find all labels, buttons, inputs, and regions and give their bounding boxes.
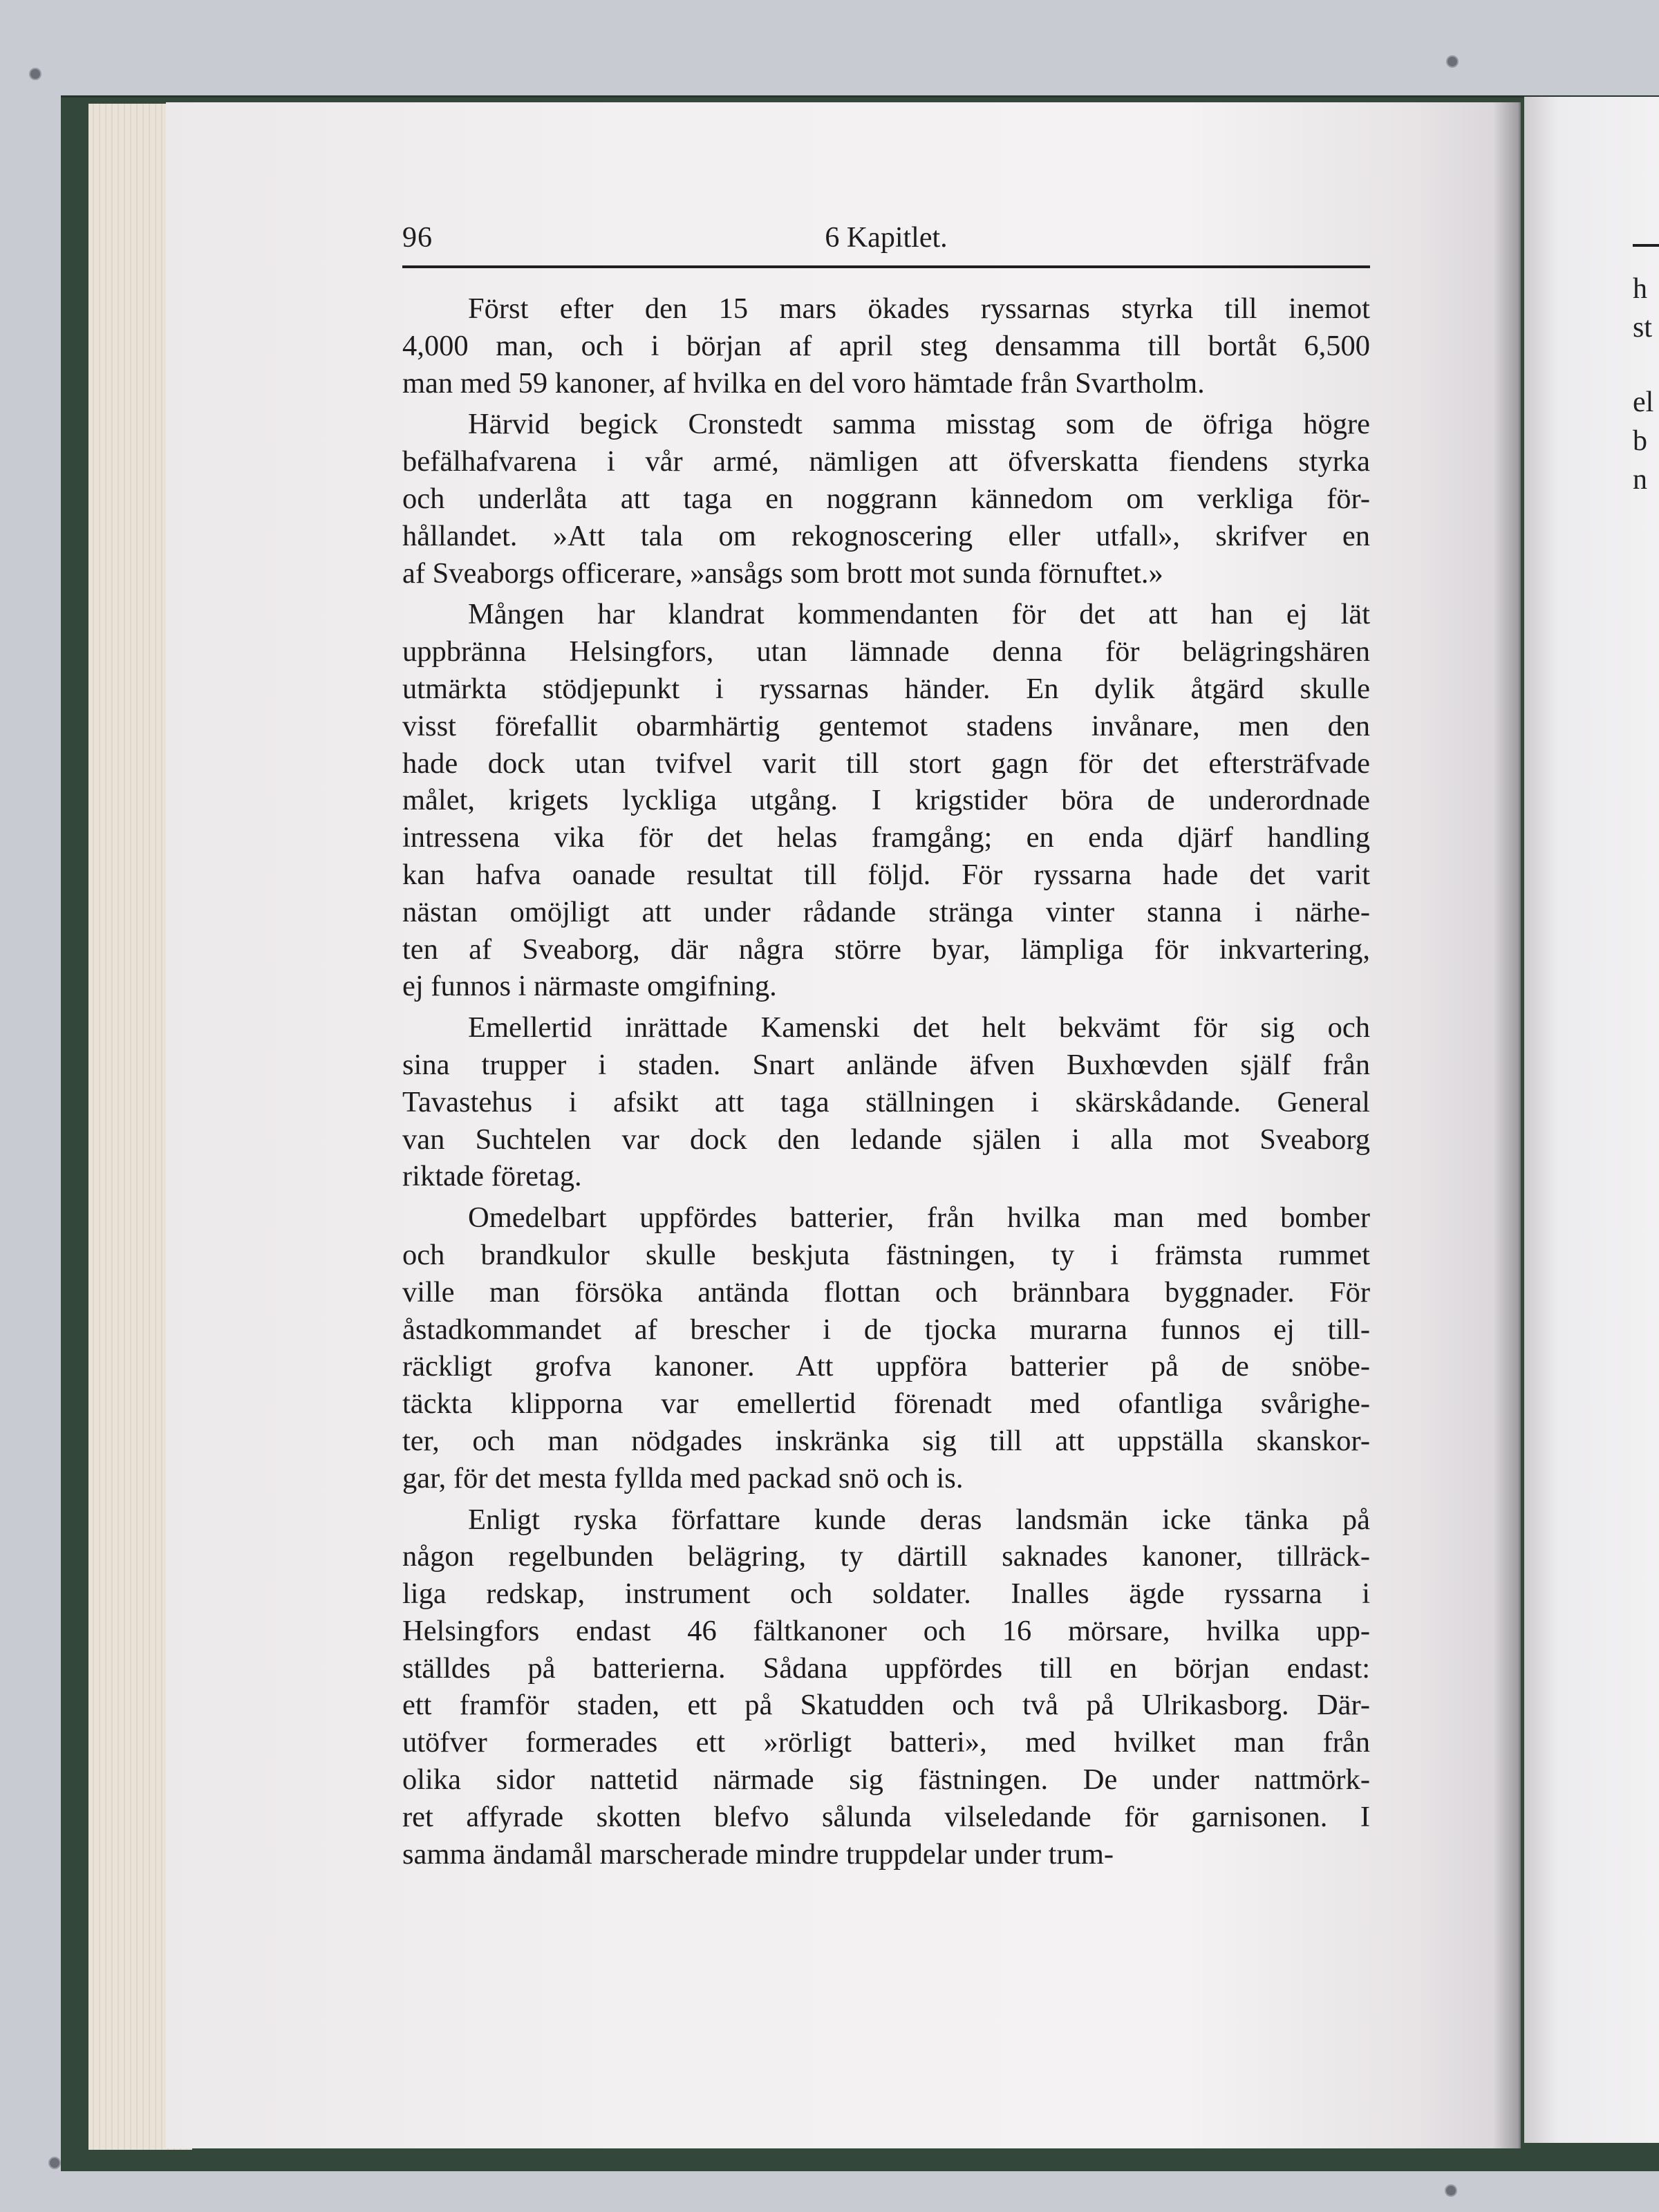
paragraph bbox=[402, 1199, 1370, 1497]
text-line: utmärkta stödjepunkt i ryssarnas händer. En dylik åtgärd skulle bbox=[402, 672, 1370, 705]
text-line: åstadkommandet af brescher i de tjocka murarna funnos ej till- bbox=[402, 1313, 1370, 1346]
facing-page-fragment: h bbox=[1633, 273, 1647, 305]
pin-top-left bbox=[29, 68, 41, 80]
facing-page-fragment: b bbox=[1633, 425, 1647, 457]
text-line: Härvid begick Cronstedt samma misstag som de öfriga högre bbox=[468, 408, 1370, 441]
pin-top-right bbox=[1446, 55, 1459, 68]
text-line: af Sveaborgs officerare, »ansågs som brott mot sunda förnuftet.» bbox=[402, 556, 1163, 590]
running-head bbox=[402, 221, 1370, 263]
text-line: utöfver formerades ett »rörligt batteri», med hvilket man från bbox=[402, 1726, 1370, 1759]
page-number: 96 bbox=[402, 222, 433, 254]
pin-bottom-right bbox=[1445, 2184, 1457, 2197]
body-text bbox=[402, 290, 1370, 1877]
text-line: Omedelbart uppfördes batterier, från hvilka man med bomber bbox=[468, 1201, 1370, 1235]
text-line: ville man försöka antända flottan och brännbara byggnader. För bbox=[402, 1275, 1370, 1309]
text-line: gar, för det mesta fyllda med packad snö och is. bbox=[402, 1461, 964, 1494]
text-line: riktade företag. bbox=[402, 1160, 582, 1193]
text-line: van Suchtelen var dock den ledande själen i alla mot Sveaborg bbox=[402, 1123, 1370, 1156]
facing-page-fragment: st bbox=[1633, 312, 1653, 344]
text-line: Mången har klandrat kommendanten för det att han ej lät bbox=[468, 598, 1370, 631]
text-line: Emellertid inrättade Kamenski det helt bekvämt för sig och bbox=[468, 1011, 1370, 1044]
text-line: olika sidor nattetid närmade sig fästningen. De under nattmörk- bbox=[402, 1763, 1370, 1797]
text-line: samma ändamål marscherade mindre truppdelar under trum- bbox=[402, 1837, 1114, 1871]
text-line: och underlåta att taga en noggrann kännedom om verkliga för- bbox=[402, 482, 1370, 515]
paragraph bbox=[402, 596, 1370, 1005]
text-line: intressena vika för det helas framgång; en enda djärf handling bbox=[402, 821, 1370, 854]
pin-bottom-left bbox=[48, 2157, 61, 2169]
facing-page-fragment: n bbox=[1633, 464, 1647, 496]
text-line: hållandet. »Att tala om rekognoscering eller utfall», skrifver en bbox=[402, 519, 1370, 552]
facing-page-fragment: el bbox=[1633, 386, 1654, 418]
text-line: Enligt ryska författare kunde deras landsmän icke tänka på bbox=[468, 1503, 1370, 1536]
header-rule bbox=[402, 265, 1370, 268]
text-line: befälhafvarena i vår armé, nämligen att öfverskatta fiendens styrka bbox=[402, 445, 1370, 478]
text-line: målet, krigets lyckliga utgång. I krigstider böra de underordnade bbox=[402, 784, 1370, 817]
text-line: ett framför staden, ett på Skatudden och två på Ulrikasborg. Där- bbox=[402, 1689, 1370, 1722]
text-line: ställdes på batterierna. Sådana uppfördes till en början endast: bbox=[402, 1651, 1370, 1685]
text-line: kan hafva oanade resultat till följd. För ryssarna hade det varit bbox=[402, 858, 1370, 891]
text-line: visst förefallit obarmhärtig gentemot stadens invånare, men den bbox=[402, 709, 1370, 742]
paragraph bbox=[402, 1501, 1370, 1873]
text-line: ter, och man nödgades inskränka sig till att uppställa skanskor- bbox=[402, 1424, 1370, 1457]
text-line: Tavastehus i afsikt att taga ställningen i skärskådande. General bbox=[402, 1085, 1370, 1118]
text-line: ej funnos i närmaste omgifning. bbox=[402, 970, 777, 1003]
text-line: täckta klipporna var emellertid förenadt med ofantliga svårighe- bbox=[402, 1387, 1370, 1421]
text-line: 4,000 man, och i början af april steg densamma till bortåt 6,500 bbox=[402, 329, 1370, 362]
text-line: någon regelbunden belägring, ty därtill saknades kanoner, tillräck- bbox=[402, 1540, 1370, 1573]
text-line: nästan omöjligt att under rådande stränga vinter stanna i närhe- bbox=[402, 895, 1370, 928]
text-line: uppbränna Helsingfors, utan lämnade denna för belägringshären bbox=[402, 635, 1370, 668]
text-line: hade dock utan tvifvel varit till stort gagn för det eftersträfvade bbox=[402, 747, 1370, 780]
text-line: ret affyrade skotten blefvo sålunda vilseledande för garnisonen. I bbox=[402, 1800, 1370, 1833]
paragraph bbox=[402, 1009, 1370, 1195]
paragraph bbox=[402, 290, 1370, 402]
gutter-shadow bbox=[1493, 102, 1521, 2148]
text-line: liga redskap, instrument och soldater. Inalles ägde ryssarna i bbox=[402, 1577, 1370, 1611]
chapter-title: 6 Kapitlet. bbox=[825, 222, 948, 254]
text-line: Helsingfors endast 46 fältkanoner och 16 mörsare, hvilka upp- bbox=[402, 1614, 1370, 1647]
text-line: sina trupper i staden. Snart anlände äfven Buxhœvden själf från bbox=[402, 1048, 1370, 1081]
facing-page-rule bbox=[1633, 244, 1659, 247]
text-line: räckligt grofva kanoner. Att uppföra batterier på de snöbe- bbox=[402, 1350, 1370, 1383]
text-line: ten af Sveaborg, där några större byar, lämpliga för inkvartering, bbox=[402, 932, 1370, 966]
text-line: och brandkulor skulle beskjuta fästningen, ty i främsta rummet bbox=[402, 1238, 1370, 1271]
paragraph bbox=[402, 406, 1370, 592]
text-line: Först efter den 15 mars ökades ryssarnas styrka till inemot bbox=[468, 292, 1370, 325]
text-line: man med 59 kanoner, af hvilka en del voro hämtade från Svartholm. bbox=[402, 366, 1205, 400]
